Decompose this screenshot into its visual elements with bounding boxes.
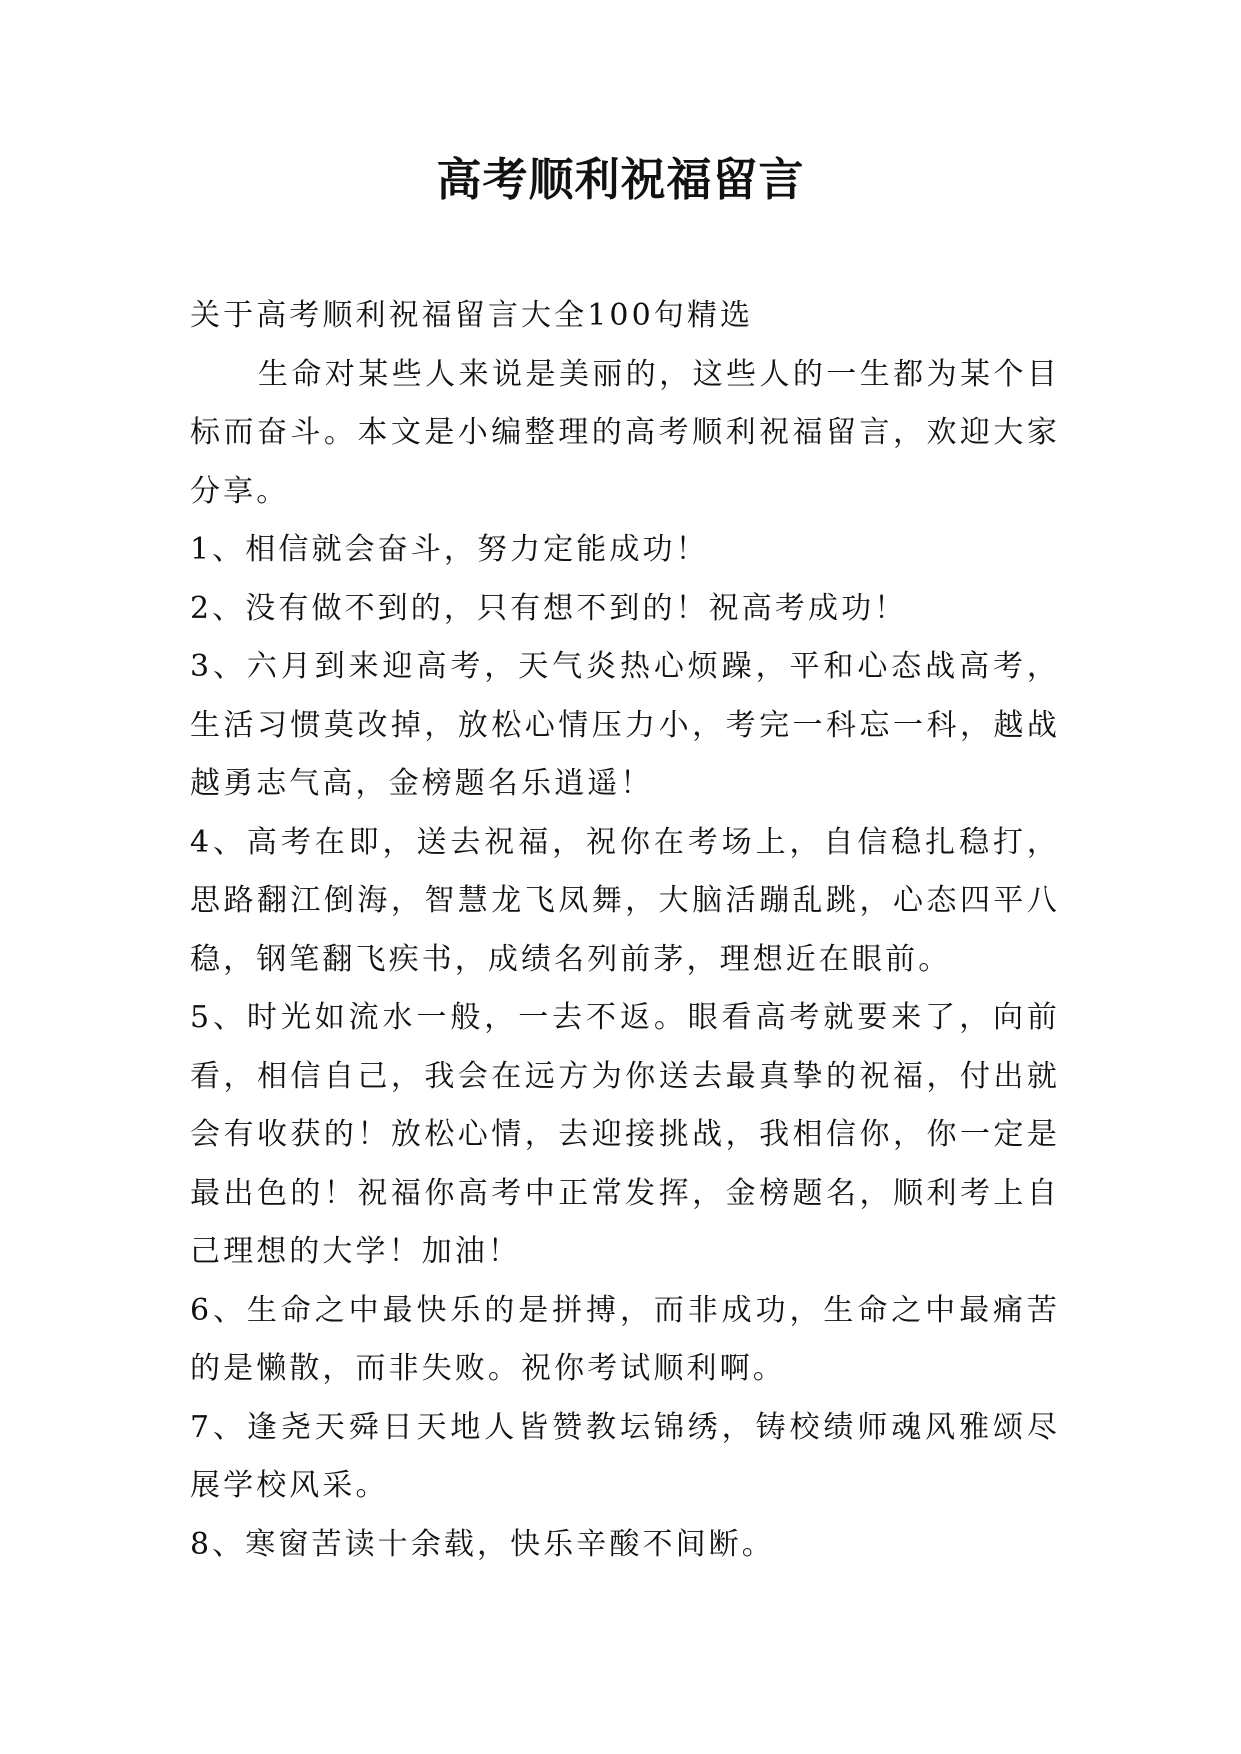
list-item: 5、时光如流水一般，一去不返。眼看高考就要来了，向前看，相信自己，我会在远方为你送去最真挚的祝福，付出就会有收获的！放松心情，去迎接挑战，我相信你，你一定是最出色的！祝福你高考中正常发挥，金榜题名，顺利考上自己理想的大学！加油！ xyxy=(190,1000,1060,1269)
list-item: 4、高考在即，送去祝福，祝你在考场上，自信稳扎稳打，思路翻江倒海，智慧龙飞凤舞，大脑活蹦乱跳，心态四平八稳，钢笔翻飞疾书，成绩名列前茅，理想近在眼前。 xyxy=(190,824,1060,977)
list-item: 7、逢尧天舜日天地人皆赞教坛锦绣，铸校绩师魂风雅颂尽展学校风采。 xyxy=(190,1409,1060,1503)
document-body xyxy=(190,287,1060,1574)
intro-paragraph: 生命对某些人来说是美丽的，这些人的一生都为某个目标而奋斗。本文是小编整理的高考顺利祝福留言，欢迎大家分享。 xyxy=(190,356,1060,509)
list-item: 3、六月到来迎高考，天气炎热心烦躁，平和心态战高考，生活习惯莫改掉，放松心情压力小，考完一科忘一科，越战越勇志气高，金榜题名乐逍遥！ xyxy=(190,649,1060,801)
list-item: 2、没有做不到的，只有想不到的！祝高考成功！ xyxy=(190,590,908,626)
document-subtitle: 关于高考顺利祝福留言大全100句精选 xyxy=(190,298,754,333)
document-title: 高考顺利祝福留言 xyxy=(436,153,805,206)
list-item: 6、生命之中最快乐的是拼搏，而非成功，生命之中最痛苦的是懒散，而非失败。祝你考试顺利啊。 xyxy=(190,1292,1060,1386)
list-item: 1、相信就会奋斗，努力定能成功！ xyxy=(190,532,709,567)
list-item: 8、寒窗苦读十余载，快乐辛酸不间断。 xyxy=(190,1526,775,1562)
